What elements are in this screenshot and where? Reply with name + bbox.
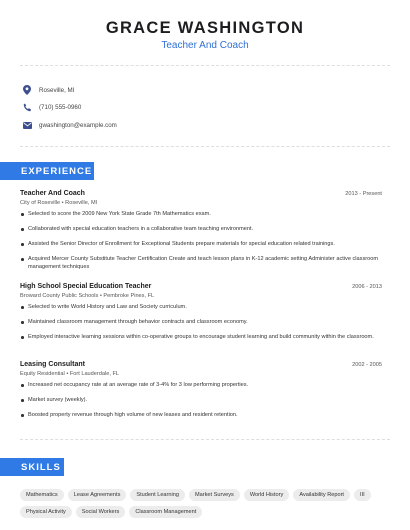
job-bullet: Assisted the Senior Director of Enrollment for Exceptional Students prepare materials for special education related trainings. [20,240,382,248]
skill-chip: Lease Agreements [68,489,127,501]
job-bullet: Employed interactive learning sessions within co-operative groups to encourage student learning and build community within the classroom. [20,333,382,341]
job-bullet: Selected to write World History and Law and Society curriculum. [20,303,382,311]
contact-email [22,119,322,131]
job-bullet: Boosted property revenue through high volume of new leases and resident retention. [20,411,382,419]
skill-chip: Market Surveys [189,489,240,501]
job-bullet: Maintained classroom management through behavior contracts and classroom economy. [20,318,382,326]
job-title: High School Special Education Teacher [20,283,152,290]
experience-item [20,361,382,426]
location-text: Roseville, MI [39,86,75,94]
job-bullet: Market survey (weekly). [20,396,382,404]
job-bullets [20,303,382,341]
job-bullets [20,210,382,271]
skill-chip: Social Workers [76,506,126,518]
contact-location [22,84,322,96]
skills-section-header: SKILLS [0,458,64,476]
job-bullet: Acquired Mercer County Substitute Teacher Certification Create and teach lesson plans in K-12 academic setting Administer active classroom management techniques [20,255,382,271]
job-bullet: Selected to score the 2009 New York State Grade 7th Mathematics exam. [20,210,382,218]
contact-phone [22,101,322,113]
job-organization: Equity Residential • Fort Lauderdale, FL [20,371,119,377]
skills-list [20,489,390,518]
skill-chip: Mathematics [20,489,64,501]
job-bullets [20,381,382,419]
email-text: gwashington@example.com [39,121,117,129]
job-organization: City of Roseville • Roseville, MI [20,200,98,206]
candidate-name: GRACE WASHINGTON [105,19,305,37]
experience-item [20,283,382,348]
skill-chip: Physical Activity [20,506,72,518]
job-organization: Broward County Public Schools • Pembroke Pines, FL [20,293,155,299]
skill-chip: Classroom Management [129,506,202,518]
phone-icon [22,102,32,112]
job-dates: 2013 - Present [345,191,382,197]
skill-chip: III [354,489,371,501]
job-dates: 2002 - 2005 [352,362,382,368]
experience-section-header: EXPERIENCE [0,162,94,180]
skill-chip: Student Learning [130,489,185,501]
header-divider [20,65,390,66]
skill-chip: World History [244,489,289,501]
candidate-role: Teacher And Coach [161,40,249,51]
job-title: Teacher And Coach [20,190,85,197]
contact-divider [20,146,390,147]
phone-text: (710) 555-0960 [39,103,82,111]
skill-chip: Availability Report [293,489,350,501]
job-title: Leasing Consultant [20,361,85,368]
experience-item [20,190,382,278]
job-bullet: Increased net occupancy rate at an average rate of 3-4% for 3 low performing properties. [20,381,382,389]
job-bullet: Collaborated with special education teachers in a collaborative team teaching environment. [20,225,382,233]
mail-icon [22,120,32,130]
job-dates: 2006 - 2013 [352,284,382,290]
map-pin-icon [22,85,32,95]
experience-divider [20,439,390,440]
